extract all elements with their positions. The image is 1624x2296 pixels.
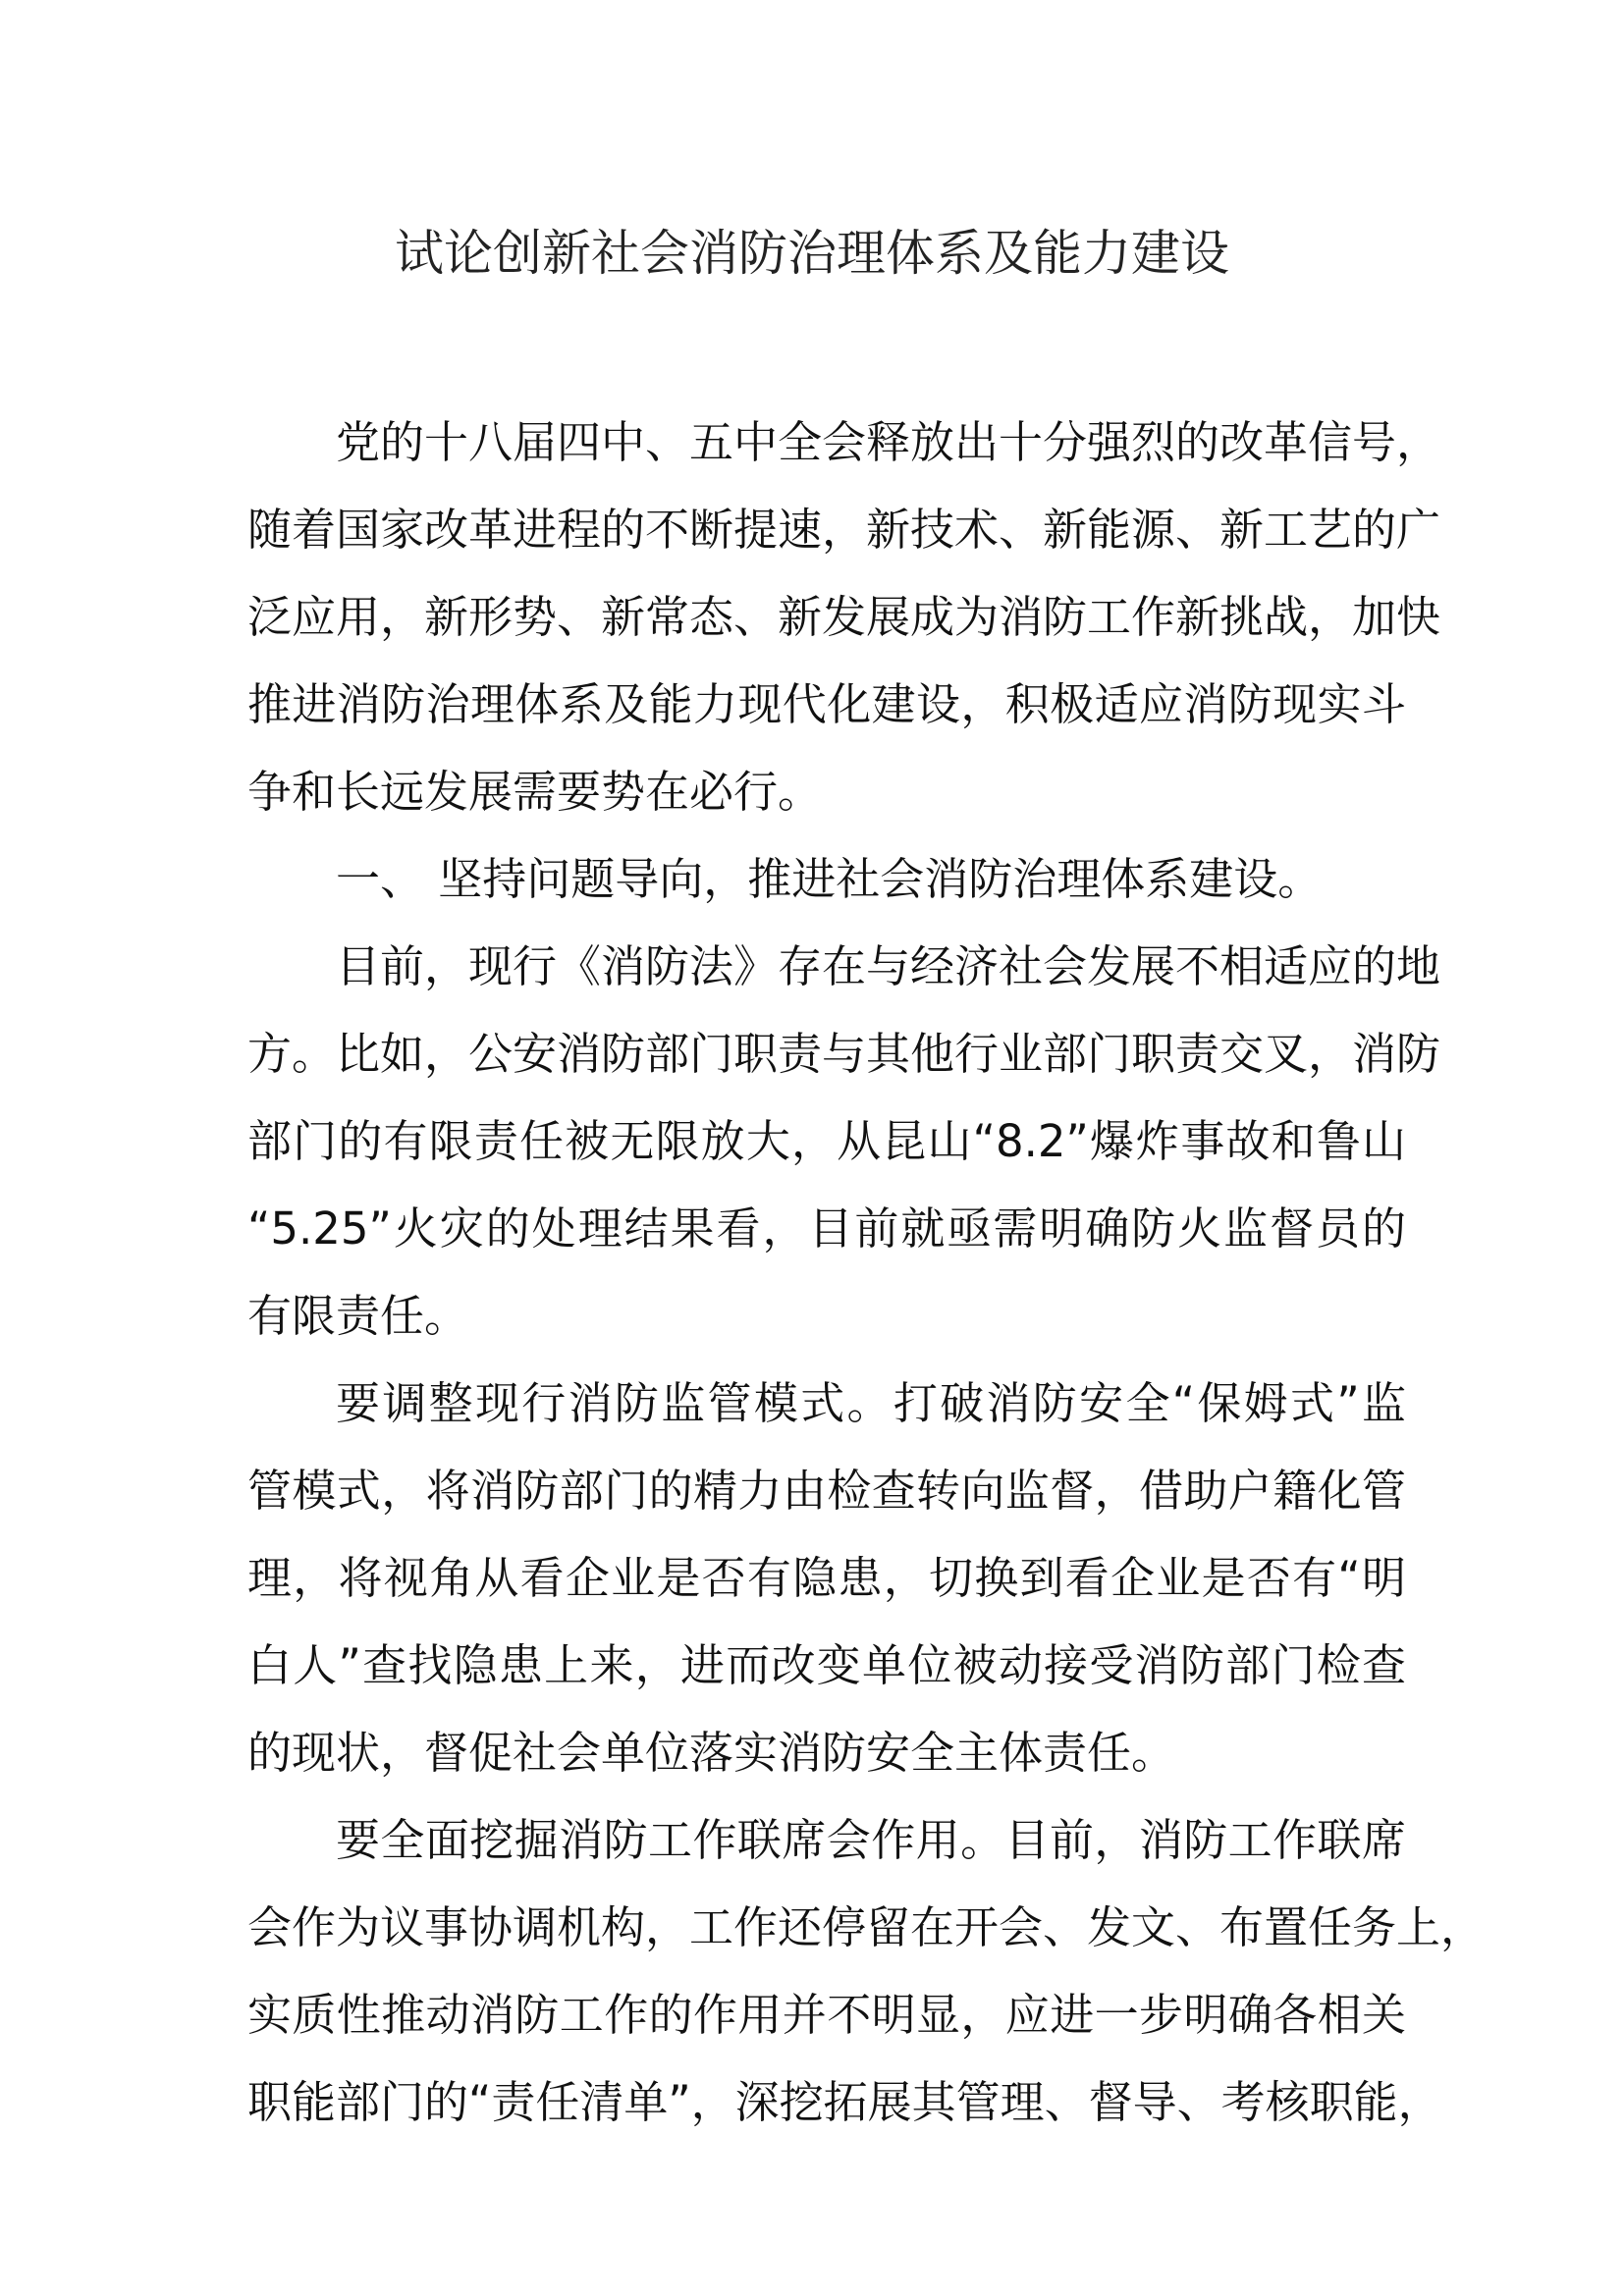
paragraph-2-line-5: 有限责任。 (247, 1290, 469, 1342)
document-body (247, 399, 1486, 2146)
paragraph-1-line-2: 随着国家改革进程的不断提速，新技术、新能源、新工艺的广 (247, 504, 1441, 556)
paragraph-4-line-3: 实质性推动消防工作的作用并不明显，应进一步明确各相关 (247, 1989, 1406, 2041)
paragraph-1-line-1: 党的十八届四中、五中全会释放出十分强烈的改革信号， (336, 416, 1441, 468)
paragraph-2-line-4: “5.25”火灾的处理结果看，目前就亟需明确防火监督员的 (247, 1202, 1406, 1255)
paragraph-4-line-1: 要全面挖掘消防工作联席会作用。目前，消防工作联席 (336, 1814, 1406, 1866)
paragraph-3-line-1: 要调整现行消防监管模式。打破消防安全“保姆式”监 (336, 1377, 1406, 1429)
paragraph-2-line-1: 目前，现行《消防法》存在与经济社会发展不相适应的地 (336, 940, 1441, 992)
paragraph-3-line-4: 白人”查找隐患上来，进而改变单位被动接受消防部门检查 (247, 1639, 1406, 1691)
paragraph-3-line-2: 管模式，将消防部门的精力由检查转向监督，借助户籍化管 (247, 1465, 1406, 1517)
paragraph-3-line-3: 理，将视角从看企业是否有隐患，切换到看企业是否有“明 (247, 1552, 1406, 1604)
paragraph-2-line-3: 部门的有限责任被无限放大，从昆山“8.2”爆炸事故和鲁山 (247, 1115, 1406, 1167)
document-title: 试论创新社会消防治理体系及能力建设 (395, 225, 1229, 282)
section-heading-1: 一、 坚持问题导向，推进社会消防治理体系建设。 (336, 853, 1323, 905)
paragraph-1-line-3: 泛应用，新形势、新常态、新发展成为消防工作新挑战，加快 (247, 591, 1441, 643)
paragraph-1-line-5: 争和长远发展需要势在必行。 (247, 766, 823, 818)
paragraph-4-line-2: 会作为议事协调机构，工作还停留在开会、发文、布置任务上， (247, 1901, 1486, 1953)
paragraph-1-line-4: 推进消防治理体系及能力现代化建设，积极适应消防现实斗 (247, 678, 1406, 730)
paragraph-3-line-5: 的现状，督促社会单位落实消防安全主体责任。 (247, 1727, 1176, 1779)
paragraph-4-line-4: 职能部门的“责任清单”，深挖拓展其管理、督导、考核职能， (247, 2076, 1442, 2128)
paragraph-2-line-2: 方。比如，公安消防部门职责与其他行业部门职责交叉，消防 (247, 1028, 1441, 1080)
